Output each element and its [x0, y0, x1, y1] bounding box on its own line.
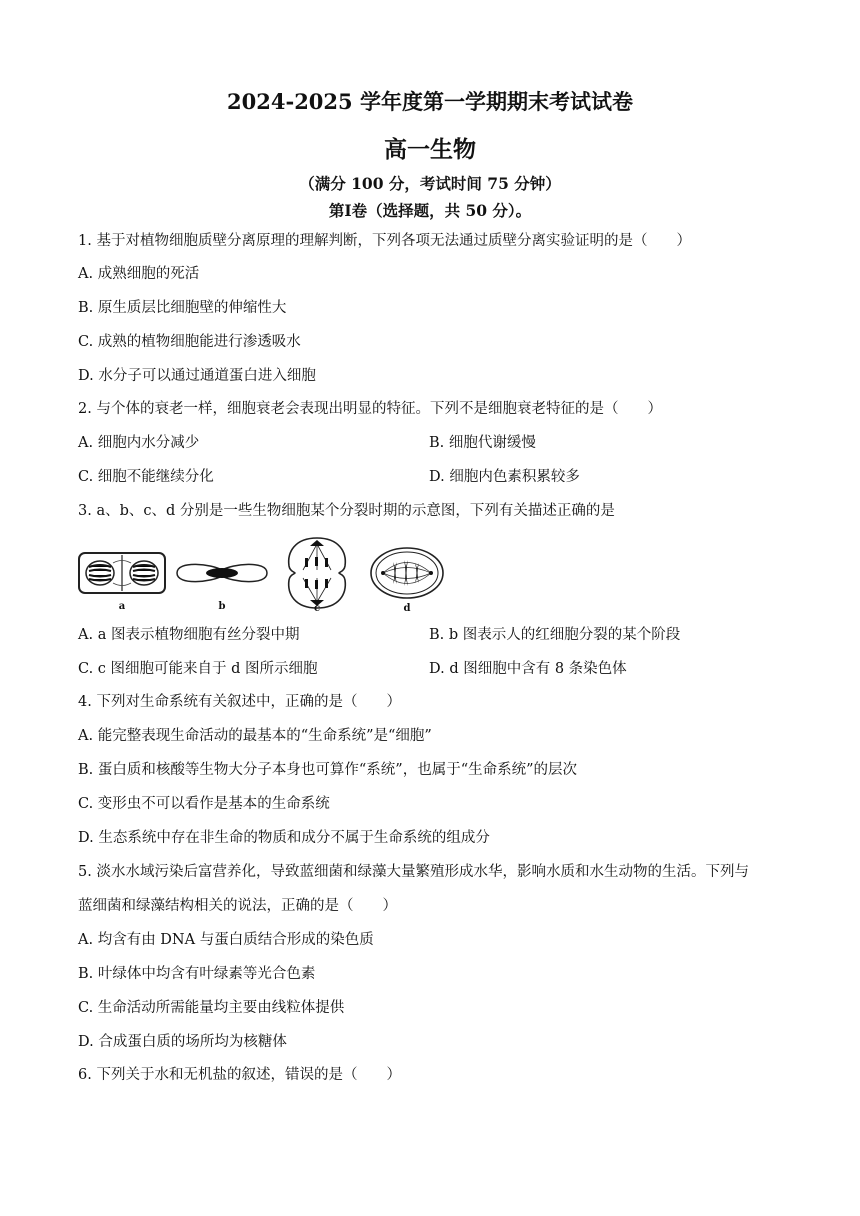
question-6-stem: 6. 下列关于水和无机盐的叙述，错误的是（ ） [78, 1067, 401, 1083]
subject-title: 高一生物 [384, 136, 476, 163]
question-4-option-a: A. 能完整表现生命活动的最基本的“生命系统”是“细胞” [78, 728, 432, 744]
figure-label-b: b [218, 601, 226, 612]
question-2-stem: 2. 与个体的衰老一样，细胞衰老会表现出明显的特征。下列不是细胞衰老特征的是（ ） [78, 401, 662, 417]
question-5-stem-line-1: 5. 淡水水域污染后富营养化，导致蓝细菌和绿藻大量繁殖形成水华，影响水质和水生动物的生活。下列与 [78, 864, 749, 880]
cell-c-diagram [289, 538, 346, 608]
question-3-option-c: C. c 图细胞可能来自于 d 图所示细胞 [78, 661, 318, 677]
question-2-option-a: A. 细胞内水分减少 [78, 435, 200, 451]
cell-a-diagram [79, 553, 165, 593]
cell-b-diagram [177, 564, 267, 581]
question-1-stem: 1. 基于对植物细胞质壁分离原理的理解判断，下列各项无法通过质壁分离实验证明的是（ ） [78, 233, 691, 249]
question-4-stem: 4. 下列对生命系统有关叙述中，正确的是（ ） [78, 694, 401, 710]
exam-title: 2024-2025 学年度第一学期期末考试试卷 [227, 89, 633, 114]
question-5-option-d: D. 合成蛋白质的场所均为核糖体 [78, 1034, 287, 1050]
question-5-option-b: B. 叶绿体中均含有叶绿素等光合色素 [78, 966, 316, 982]
figure-label-d: d [403, 603, 411, 612]
question-4-option-c: C. 变形虫不可以看作是基本的生命系统 [78, 796, 330, 812]
question-3-stem: 3. a、b、c、d 分别是一些生物细胞某个分裂时期的示意图，下列有关描述正确的是 [78, 503, 615, 519]
question-1-option-a: A. 成熟细胞的死活 [78, 266, 200, 282]
question-5-option-c: C. 生命活动所需能量均主要由线粒体提供 [78, 1000, 345, 1016]
question-1-option-c: C. 成熟的植物细胞能进行渗透吸水 [78, 334, 301, 350]
question-4-option-d: D. 生态系统中存在非生命的物质和成分不属于生命系统的组成分 [78, 830, 490, 846]
question-5-stem-line-2: 蓝细菌和绿藻结构相关的说法，正确的是（ ） [78, 898, 397, 914]
question-2-option-b: B. 细胞代谢缓慢 [429, 435, 536, 451]
figure-label-c: c [313, 603, 321, 612]
figure-label-a: a [118, 601, 126, 612]
question-1-option-d: D. 水分子可以通过通道蛋白进入细胞 [78, 368, 316, 384]
question-5-option-a: A. 均含有由 DNA 与蛋白质结合形成的染色质 [78, 932, 374, 948]
question-4-option-b: B. 蛋白质和核酸等生物大分子本身也可算作“系统”，也属于“生命系统”的层次 [78, 762, 578, 778]
question-2-option-c: C. 细胞不能继续分化 [78, 469, 214, 485]
question-3-figure [77, 530, 457, 612]
section-title: 第Ⅰ卷（选择题，共 50 分）。 [328, 201, 532, 220]
exam-meta: （满分 100 分，考试时间 75 分钟） [299, 174, 561, 193]
question-3-option-a: A. a 图表示植物细胞有丝分裂中期 [78, 627, 300, 643]
cell-d-diagram [371, 548, 443, 598]
question-1-option-b: B. 原生质层比细胞壁的伸缩性大 [78, 300, 287, 316]
question-3-option-b: B. b 图表示人的红细胞分裂的某个阶段 [429, 627, 681, 643]
question-2-option-d: D. 细胞内色素积累较多 [429, 469, 580, 485]
question-3-option-d: D. d 图细胞中含有 8 条染色体 [429, 661, 627, 677]
